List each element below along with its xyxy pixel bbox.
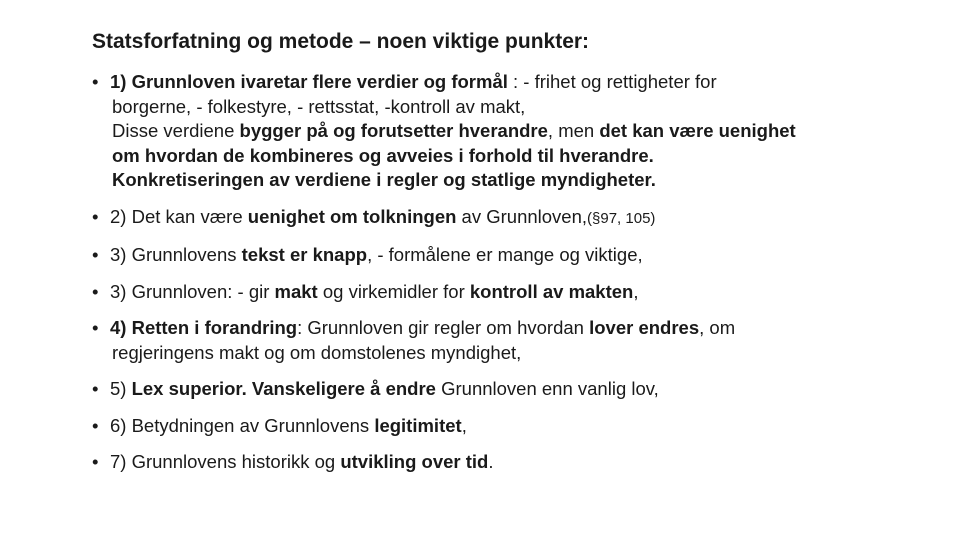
bold-text: 4) Retten i forandring <box>110 317 298 338</box>
bullet-icon: • <box>92 71 99 92</box>
bullet-line <box>110 377 912 402</box>
text-segment: 7) Grunnlovens historikk og <box>110 451 341 472</box>
bullet-list <box>92 70 912 487</box>
text-segment: (§97, 105) <box>587 209 656 227</box>
text-segment: Grunnloven enn vanlig lov, <box>435 378 659 399</box>
bullet-item <box>92 205 912 232</box>
text-segment: og virkemidler for <box>317 280 470 302</box>
text-segment: : - frihet og rettigheter for <box>507 71 717 92</box>
bullet-icon: • <box>92 414 99 436</box>
text-segment: 3) Grunnlovens <box>110 244 242 265</box>
bold-text: om hvordan de kombineres og avveies i forhold til hverandre. <box>112 144 654 166</box>
bullet-line <box>110 95 912 120</box>
text-segment: , <box>633 280 639 302</box>
bullet-line <box>110 119 912 144</box>
bullet-line <box>110 70 912 95</box>
bullet-line <box>110 450 912 475</box>
text-segment: , - formålene er mange og viktige, <box>367 244 643 265</box>
bold-text: Lex superior. Vanskeligere å endre <box>131 378 436 399</box>
bullet-line <box>110 168 912 193</box>
bullet-icon: • <box>92 451 99 472</box>
text-segment: 2) Det kan være <box>110 205 248 227</box>
bullet-icon: • <box>92 244 99 265</box>
text-segment: 6) Betydningen av Grunnlovens <box>110 414 375 436</box>
bold-text: tekst er knapp <box>241 244 368 265</box>
bullet-item <box>92 414 912 439</box>
bold-text: det kan være uenighet <box>599 120 796 141</box>
bold-text: lover endres <box>589 317 700 338</box>
bullet-item <box>92 280 912 305</box>
bullet-icon: • <box>92 280 99 302</box>
slide-title: Statsforfatning og metode – noen viktige punkter: <box>92 30 590 53</box>
bullet-line <box>110 243 912 268</box>
text-segment: borgerne, - folkestyre, - rettsstat, -kontroll av makt, <box>112 95 526 117</box>
bullet-item <box>92 450 912 475</box>
text-segment: . <box>488 451 494 472</box>
bullet-line <box>110 144 912 169</box>
bold-text: makt <box>274 280 318 302</box>
bullet-line <box>110 280 912 305</box>
bold-text: 1) Grunnloven ivaretar flere verdier og formål <box>110 71 508 92</box>
bullet-line <box>110 414 912 439</box>
bullet-line <box>110 205 912 232</box>
bold-text: Konkretiseringen av verdiene i regler og statlige myndigheter. <box>112 169 656 190</box>
text-segment: : Grunnloven gir regler om hvordan <box>297 317 590 338</box>
bold-text: utvikling over tid <box>340 451 489 472</box>
bold-text: uenighet om tolkningen <box>247 205 457 227</box>
text-segment: av Grunnloven, <box>456 205 588 227</box>
bold-text: kontroll av makten <box>469 280 634 302</box>
bullet-item <box>92 243 912 268</box>
bullet-item <box>92 316 912 365</box>
bullet-icon: • <box>92 205 99 227</box>
bullet-item <box>92 377 912 402</box>
text-segment: regjeringens makt og om domstolenes myndighet, <box>112 341 522 363</box>
bullet-icon: • <box>92 378 99 399</box>
text-segment: , men <box>547 120 600 141</box>
bold-text: legitimitet <box>374 414 462 436</box>
text-segment: Disse verdiene <box>112 120 240 141</box>
bullet-line <box>110 316 912 341</box>
text-segment: 5) <box>110 378 132 399</box>
bullet-item <box>92 70 912 193</box>
text-segment: , <box>461 414 467 436</box>
bullet-icon: • <box>92 317 99 338</box>
text-segment: , om <box>699 317 736 338</box>
text-segment: 3) Grunnloven: - gir <box>110 280 275 302</box>
bullet-line <box>110 341 912 366</box>
bold-text: bygger på og forutsetter hverandre <box>239 120 548 141</box>
